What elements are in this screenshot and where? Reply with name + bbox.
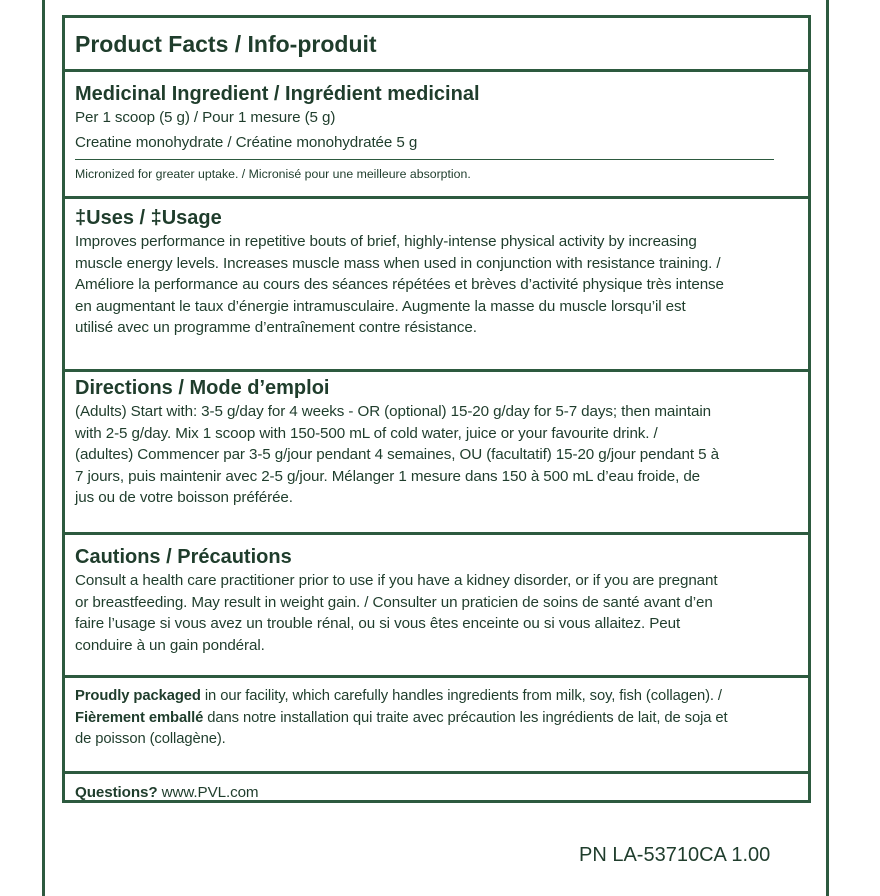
allergen-english-text: in our facility, which carefully handles ingredients from milk, soy, fish (collagen). / bbox=[200, 688, 722, 704]
allergen-english bbox=[75, 678, 798, 708]
directions-line: (Adults) Start with: 3-5 g/day for 4 weeks - OR (optional) 15-20 g/day for 5-7 days; then maintain bbox=[75, 403, 711, 420]
medicinal-heading: Medicinal Ingredient / Ingrédient medicinal bbox=[75, 83, 480, 105]
cautions-line: conduire à un gain pondéral. bbox=[75, 636, 265, 654]
website-link[interactable]: www.PVL.com bbox=[157, 784, 259, 801]
allergen-french-line2: de poisson (collagène). bbox=[75, 731, 226, 747]
cautions-line: Consult a health care practitioner prior to use if you have a kidney disorder, or if you are pregnant bbox=[75, 572, 718, 589]
micronized-note: Micronized for greater uptake. / Micronisé pour une meilleure absorption. bbox=[75, 167, 471, 181]
directions-line: 7 jours, puis maintenir avec 2-5 g/jour. Mélanger 1 mesure dans 150 à 500 mL d’eau froide, de bbox=[75, 467, 701, 485]
questions-line bbox=[75, 774, 798, 804]
questions-label: Questions? bbox=[75, 784, 158, 801]
uses-line: Améliore la performance au cours des séances répétées et brèves d’activité physique très intense bbox=[75, 276, 724, 293]
allergen-french bbox=[75, 708, 798, 730]
medicinal-section bbox=[65, 72, 808, 199]
directions-line: (adultes) Commencer par 3-5 g/jour pendant 4 semaines, OU (facultatif) 15-20 g/jour pendant 5 à bbox=[75, 446, 719, 463]
ingredient-divider bbox=[75, 159, 774, 160]
directions-heading: Directions / Mode d’emploi bbox=[75, 377, 330, 399]
product-facts-panel bbox=[62, 15, 811, 803]
part-number: PN LA-53710CA 1.00 bbox=[579, 844, 771, 866]
allergen-english-bold: Proudly packaged bbox=[75, 688, 201, 704]
cautions-line: or breastfeeding. May result in weight gain. / Consulter un praticien de soins de santé avant d’en bbox=[75, 593, 713, 611]
uses-line: utilisé avec un programme d’entraînement contre résistance. bbox=[75, 319, 477, 336]
allergen-french-bold: Fièrement emballé bbox=[75, 709, 204, 726]
uses-line: en augmentant le taux d’énergie intramusculaire. Augmente la masse du muscle lorsqu’il est bbox=[75, 297, 686, 315]
allergen-section bbox=[65, 678, 808, 774]
uses-heading: ‡Uses / ‡Usage bbox=[75, 207, 222, 229]
serving-size: Per 1 scoop (5 g) / Pour 1 mesure (5 g) bbox=[75, 109, 336, 126]
ingredient-line: Creatine monohydrate / Créatine monohydratée 5 g bbox=[75, 133, 418, 151]
uses-line: muscle energy levels. Increases muscle mass when used in conjunction with resistance training. / bbox=[75, 254, 721, 272]
title-section bbox=[65, 18, 808, 72]
cautions-heading: Cautions / Précautions bbox=[75, 546, 292, 568]
uses-line: Improves performance in repetitive bouts of brief, highly-intense physical activity by increasing bbox=[75, 233, 697, 250]
directions-line: with 2-5 g/day. Mix 1 scoop with 150-500 mL of cold water, juice or your favourite drink. / bbox=[75, 424, 658, 442]
panel-title: Product Facts / Info-produit bbox=[75, 31, 377, 57]
cautions-section bbox=[65, 535, 808, 678]
directions-section bbox=[65, 372, 808, 535]
allergen-french-text: dans notre installation qui traite avec précaution les ingrédients de lait, de soja et bbox=[203, 709, 728, 726]
uses-section bbox=[65, 199, 808, 372]
questions-section bbox=[65, 774, 808, 803]
cautions-line: faire l’usage si vous avez un trouble rénal, ou si vous êtes enceinte ou si vous allaitez. Peut bbox=[75, 615, 681, 632]
directions-line: jus ou de votre boisson préférée. bbox=[75, 489, 293, 506]
